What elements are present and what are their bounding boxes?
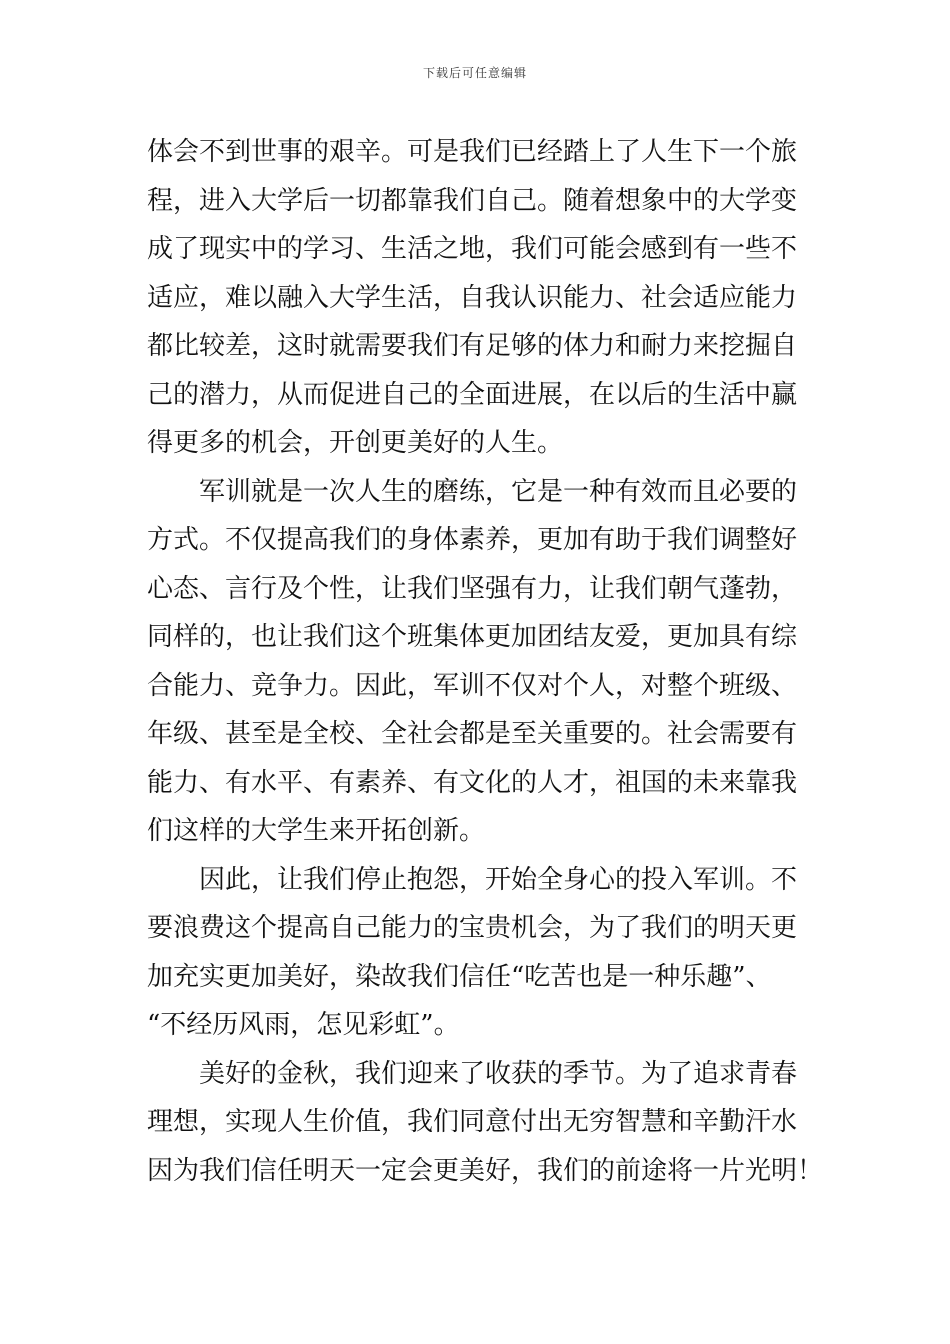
text-line: 得更多的机会，开创更美好的人生。 [147, 428, 564, 458]
body-text [147, 128, 824, 1195]
text-line: 年级、甚至是全校、全社会都是至关重要的。社会需要有 [147, 719, 798, 749]
text-line: 因此，让我们停止抱怨，开始全身心的投入军训。不 [199, 864, 798, 895]
page-header: 下载后可任意编辑 [422, 66, 527, 80]
text-line: 能力、有水平、有素养、有文化的人才，祖国的未来靠我 [147, 767, 798, 798]
text-line: 适应，难以融入大学生活，自我认识能力、社会适应能力 [147, 282, 798, 313]
text-line: 程，进入大学后一切都靠我们自己。随着想象中的大学变 [147, 185, 798, 216]
text-line: 都比较差，这时就需要我们有足够的体力和耐力来挖掘自 [147, 331, 798, 361]
text-line: 同样的，也让我们这个班集体更加团结友爱，更加具有综 [147, 622, 798, 652]
text-line: 理想，实现人生价值，我们同意付出无穷智慧和辛勤汗水 [147, 1107, 798, 1137]
text-line: 心态、言行及个性，让我们坚强有力，让我们朝气蓬勃， [147, 573, 798, 604]
text-line: 成了现实中的学习、生活之地，我们可能会感到有一些不 [147, 234, 798, 264]
text-line: 要浪费这个提高自己能力的宝贵机会，为了我们的明天更 [147, 913, 798, 943]
text-line: 因为我们信任明天一定会更美好，我们的前途将一片光明！ [147, 1155, 824, 1186]
text-line: 合能力、竞争力。因此，军训不仅对个人，对整个班级、 [147, 670, 798, 701]
text-line: 们这样的大学生来开拓创新。 [147, 816, 486, 846]
text-line: 方式。不仅提高我们的身体素养，更加有助于我们调整好 [147, 525, 798, 555]
text-line: 军训就是一次人生的磨练，它是一种有效而且必要的 [199, 476, 798, 507]
text-line: 加充实更加美好，染故我们信任“吃苦也是一种乐趣”、 [147, 961, 772, 992]
text-line: 体会不到世事的艰辛。可是我们已经踏上了人生下一个旅 [147, 137, 798, 167]
text-line: “不经历风雨，怎见彩虹”。 [147, 1010, 460, 1040]
text-line: 美好的金秋，我们迎来了收获的季节。为了追求青春 [199, 1058, 798, 1089]
text-line: 己的潜力，从而促进自己的全面进展，在以后的生活中赢 [147, 379, 798, 410]
